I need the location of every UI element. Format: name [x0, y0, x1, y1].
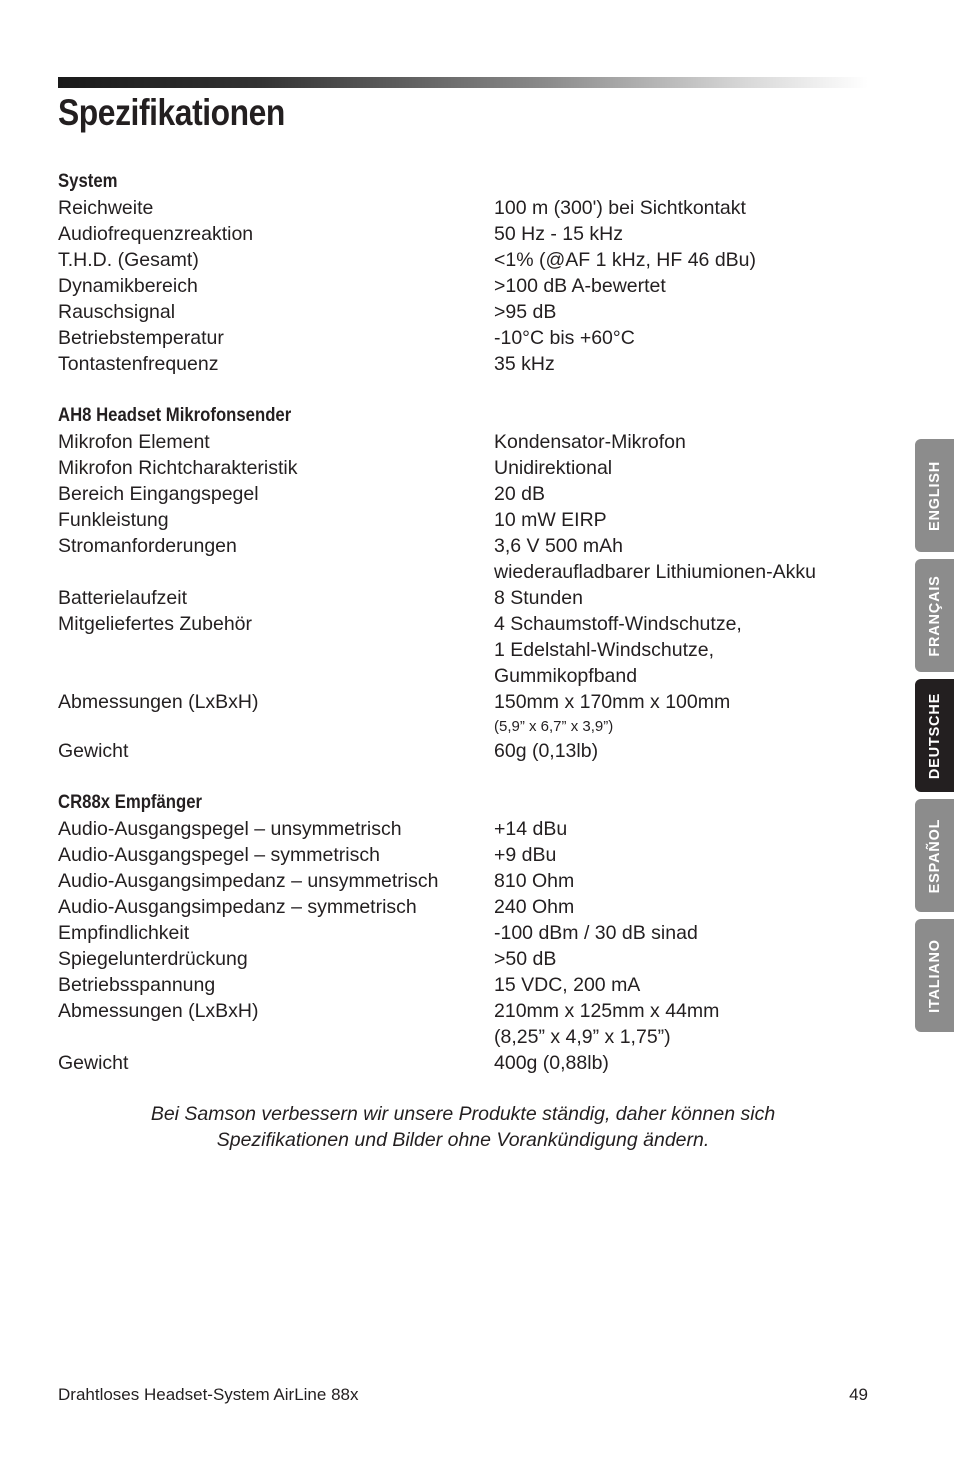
spec-value-line: Unidirektional — [494, 457, 613, 479]
spec-label: Stromanforderungen — [58, 535, 237, 557]
spec-section — [58, 403, 858, 764]
spec-row — [58, 738, 858, 764]
spec-label: Betriebsspannung — [58, 974, 216, 996]
section-heading: CR88x Empfänger — [58, 792, 203, 813]
spec-value-line: 1 Edelstahl-Windschutze, — [494, 639, 715, 661]
language-tab-label: ENGLISH — [926, 460, 943, 531]
spec-value-line: 10 mW EIRP — [494, 509, 607, 531]
spec-label: Reichweite — [58, 197, 154, 219]
spec-row — [58, 247, 858, 273]
spec-row — [58, 429, 858, 455]
spec-value — [494, 894, 858, 920]
spec-row — [58, 972, 858, 998]
spec-value-line: 240 Ohm — [494, 896, 575, 918]
spec-value-line: 3,6 V 500 mAh — [494, 535, 623, 557]
spec-label: Empfindlichkeit — [58, 922, 190, 944]
language-tabs — [915, 439, 954, 1039]
spec-value-line: 150mm x 170mm x 100mm — [494, 691, 731, 713]
spec-label: Gewicht — [58, 1052, 129, 1074]
spec-label: Audio-Ausgangsimpedanz – unsymmetrisch — [58, 870, 439, 892]
spec-value — [494, 273, 858, 299]
spec-value-line: >95 dB — [494, 301, 557, 323]
spec-label: Audio-Ausgangsimpedanz – symmetrisch — [58, 896, 417, 918]
spec-value-line: -10°C bis +60°C — [494, 327, 635, 349]
spec-value — [494, 842, 858, 868]
spec-label: Funkleistung — [58, 509, 169, 531]
spec-value — [494, 585, 858, 611]
spec-value-line: +14 dBu — [494, 818, 568, 840]
spec-label: Mikrofon Element — [58, 431, 210, 453]
spec-label: Audiofrequenzreaktion — [58, 223, 254, 245]
spec-label: Abmessungen (LxBxH) — [58, 1000, 259, 1022]
spec-value-line: 15 VDC, 200 mA — [494, 974, 641, 996]
spec-row — [58, 533, 858, 585]
spec-value — [494, 972, 858, 998]
spec-value-line: 60g (0,13lb) — [494, 740, 599, 762]
spec-value — [494, 481, 858, 507]
spec-label: Betriebstemperatur — [58, 327, 224, 349]
spec-value — [494, 816, 858, 842]
spec-row — [58, 946, 858, 972]
spec-value — [494, 920, 858, 946]
section-heading: System — [58, 171, 118, 192]
spec-value-line: 4 Schaumstoff-Windschutze, — [494, 613, 742, 635]
spec-row — [58, 1050, 858, 1076]
spec-row — [58, 842, 858, 868]
language-tab-italiano[interactable] — [915, 919, 954, 1032]
spec-section — [58, 169, 858, 377]
spec-value — [494, 689, 858, 738]
language-tab-français[interactable] — [915, 559, 954, 672]
page-number: 49 — [849, 1385, 868, 1404]
spec-value-line: 100 m (300') bei Sichtkontakt — [494, 197, 746, 219]
language-tab-label: FRANÇAIS — [926, 574, 943, 657]
language-tab-label: DEUTSCHE — [926, 692, 943, 779]
spec-label: Abmessungen (LxBxH) — [58, 691, 259, 713]
spec-row — [58, 195, 858, 221]
language-tab-label: ESPAÑOL — [926, 818, 943, 893]
spec-label: Mikrofon Richtcharakteristik — [58, 457, 298, 479]
spec-value-line: 8 Stunden — [494, 587, 583, 609]
spec-value — [494, 946, 858, 972]
spec-label: Batterielaufzeit — [58, 587, 187, 609]
header-gradient-rule — [58, 77, 868, 88]
spec-label: Mitgeliefertes Zubehör — [58, 613, 253, 635]
footnote-line: Spezifikationen und Bilder ohne Vorankündigung ändern. — [216, 1129, 710, 1151]
spec-value-line: 35 kHz — [494, 353, 555, 375]
spec-row — [58, 611, 858, 689]
spec-label: Tontastenfrequenz — [58, 353, 219, 375]
spec-list — [58, 169, 858, 1102]
spec-value-line: <1% (@AF 1 kHz, HF 46 dBu) — [494, 249, 757, 271]
spec-label: Bereich Eingangspegel — [58, 483, 259, 505]
spec-value — [494, 738, 858, 764]
spec-value — [494, 533, 858, 585]
spec-value — [494, 247, 858, 273]
spec-row — [58, 507, 858, 533]
spec-value — [494, 1050, 858, 1076]
spec-row — [58, 920, 858, 946]
footer-document-title: Drahtloses Headset-System AirLine 88x — [58, 1385, 359, 1404]
spec-value — [494, 507, 858, 533]
spec-row — [58, 868, 858, 894]
spec-row — [58, 894, 858, 920]
footnote — [0, 1101, 926, 1153]
spec-row — [58, 273, 858, 299]
spec-value — [494, 299, 858, 325]
language-tab-english[interactable] — [915, 439, 954, 552]
footnote-line: Bei Samson verbessern wir unsere Produkte ständig, daher können sich — [150, 1103, 776, 1125]
spec-row — [58, 351, 858, 377]
spec-value — [494, 221, 858, 247]
language-tab-español[interactable] — [915, 799, 954, 912]
page-title: Spezifikationen — [58, 92, 285, 133]
spec-label: T.H.D. (Gesamt) — [58, 249, 199, 271]
spec-row — [58, 221, 858, 247]
spec-value-line: 20 dB — [494, 483, 545, 505]
language-tab-label: ITALIANO — [926, 938, 943, 1013]
spec-value-line: >50 dB — [494, 948, 557, 970]
spec-value-line: -100 dBm / 30 dB sinad — [494, 922, 698, 944]
spec-section — [58, 790, 858, 1076]
spec-row — [58, 998, 858, 1050]
spec-value — [494, 351, 858, 377]
spec-value — [494, 455, 858, 481]
spec-value — [494, 195, 858, 221]
spec-label: Spiegelunterdrückung — [58, 948, 248, 970]
spec-value — [494, 325, 858, 351]
spec-value-line: Gummikopfband — [494, 665, 638, 687]
section-heading: AH8 Headset Mikrofonsender — [58, 405, 292, 426]
spec-value — [494, 611, 858, 689]
spec-value-line: 810 Ohm — [494, 870, 575, 892]
spec-row — [58, 689, 858, 738]
spec-label: Dynamikbereich — [58, 275, 198, 297]
spec-value-line: >100 dB A-bewertet — [494, 275, 666, 297]
spec-value-line: 400g (0,88lb) — [494, 1052, 609, 1074]
spec-value-line: +9 dBu — [494, 844, 557, 866]
spec-value-line: 50 Hz - 15 kHz — [494, 223, 623, 245]
spec-label: Audio-Ausgangspegel – symmetrisch — [58, 844, 380, 866]
spec-value-line: Kondensator-Mikrofon — [494, 431, 686, 453]
spec-value-line: (8,25” x 4,9” x 1,75”) — [494, 1026, 671, 1048]
spec-value-line: wiederaufladbarer Lithiumionen-Akku — [494, 561, 816, 583]
spec-label: Audio-Ausgangspegel – unsymmetrisch — [58, 818, 402, 840]
spec-value-line-small: (5,9” x 6,7” x 3,9”) — [494, 718, 614, 735]
spec-row — [58, 299, 858, 325]
spec-row — [58, 455, 858, 481]
spec-label: Gewicht — [58, 740, 129, 762]
spec-label: Rauschsignal — [58, 301, 176, 323]
spec-row — [58, 585, 858, 611]
spec-value — [494, 429, 858, 455]
spec-value-line: 210mm x 125mm x 44mm — [494, 1000, 720, 1022]
spec-value — [494, 868, 858, 894]
language-tab-deutsche[interactable] — [915, 679, 954, 792]
spec-row — [58, 816, 858, 842]
spec-row — [58, 481, 858, 507]
spec-row — [58, 325, 858, 351]
spec-value — [494, 998, 858, 1050]
